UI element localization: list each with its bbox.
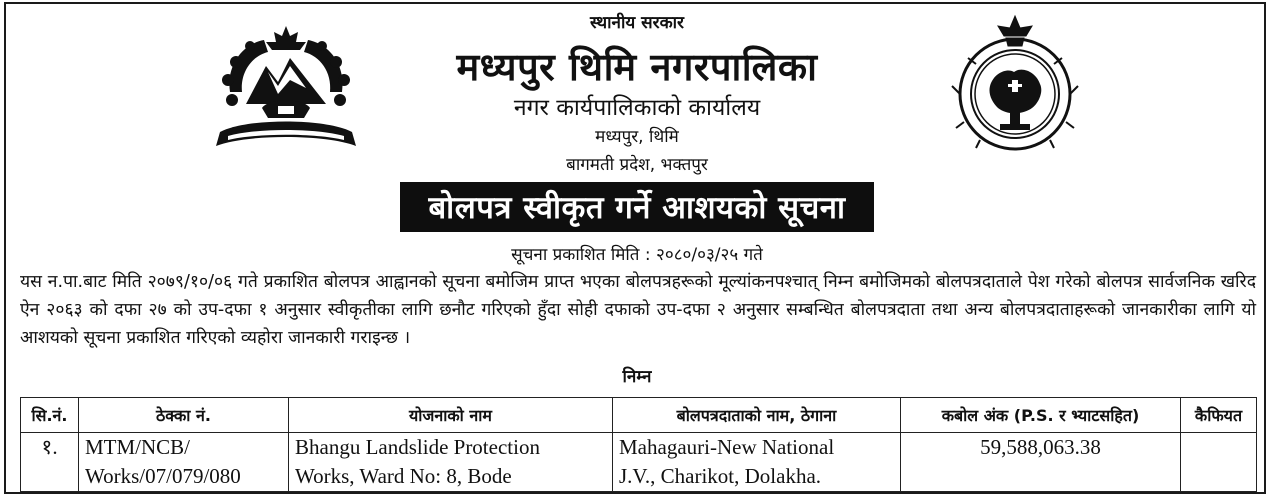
government-level: स्थानीय सरकार [589,13,684,33]
column-header-amount: कबोल अंक (P.S. र भ्याटसहित) [901,398,1181,433]
cell-serial: १. [21,433,79,492]
column-header-bidder: बोलपत्रदाताको नाम, ठेगाना [613,398,901,433]
column-header-contract: ठेक्का नं. [79,398,289,433]
published-date: सूचना प्रकाशित मिति : २०८०/०३/२५ गते [511,245,763,265]
notice-banner [6,182,1266,232]
contract-line-2: Works/07/079/080 [85,464,241,488]
bidder-line-2: J.V., Charikot, Dolakha. [619,464,822,488]
city-address: मध्यपुर, थिमि [595,127,679,147]
list-heading: निम्न [622,367,652,387]
bidder-line-1: Mahagauri-New National [619,435,835,459]
notice-body: यस न.पा.बाट मिति २०७९/१०/०६ गते प्रकाशित बोलपत्र आह्वानको सूचना बमोजिम प्राप्त भएका बोलपत्रहरूको मूल्यांकनपश्चात् निम्न बमोजिमको बोलपत्रदाताले पेश गरेको बोलपत्र सार्वजनिक खरिद ऐन २०६३ को दफा २७ को उप-दफा १ अनुसार स्वीकृतीका लागि छनौट गरिएको हुँदा सोही दफाको उप-दफा २ अनुसार सम्बन्धित बोलपत्रदाता तथा अन्य बोलपत्रदाताहरूको जानकारीका लागि यो आशयको सूचना प्रकाशित गरिएको व्यहोरा जानकारी गराइन्छ । [20,272,1256,348]
notice-title: बोलपत्र स्वीकृत गर्ने आशयको सूचना [400,182,873,232]
cell-amount: 59,588,063.38 [901,433,1181,492]
column-header-remarks: कैफियत [1181,398,1257,433]
column-header-project: योजनाको नाम [289,398,613,433]
province-address: बागमती प्रदेश, भक्तपुर [566,155,708,175]
project-line-1: Bhangu Landslide Protection [295,435,540,459]
notice-frame [4,2,1266,494]
cell-project [289,433,613,492]
municipality-name: मध्यपुर थिमि नगरपालिका [456,45,818,89]
cell-remarks [1181,433,1257,492]
column-header-serial: सि.नं. [21,398,79,433]
project-line-2: Works, Ward No: 8, Bode [295,464,512,488]
cell-bidder [613,433,901,492]
cell-contract [79,433,289,492]
table-header-row [21,398,1257,433]
contract-line-1: MTM/NCB/ [85,435,191,459]
table-row [21,433,1257,492]
bid-table [20,397,1257,492]
office-name: नगर कार्यपालिकाको कार्यालय [513,95,761,121]
